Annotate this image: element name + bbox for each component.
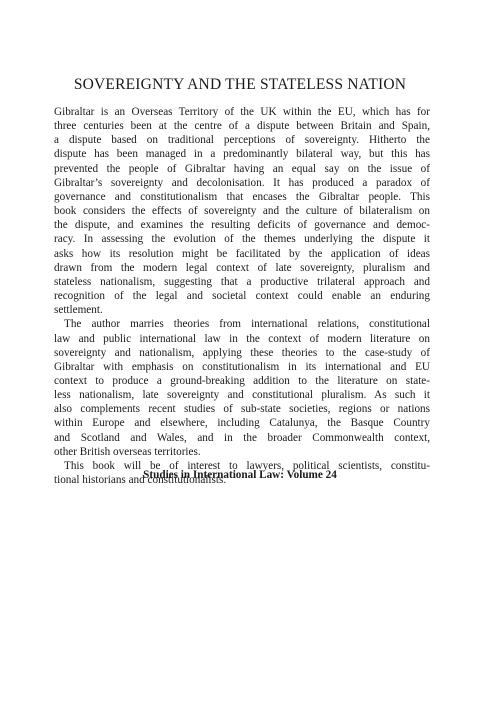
text-line: The author marries theories from international relations, constitutional: [64, 318, 430, 331]
text-line: stateless nationalism, suggesting that a productive trilateral approach and: [54, 275, 430, 288]
text-line: also complements recent studies of sub-state societies, regions or nations: [54, 403, 430, 416]
paragraph-2: [54, 317, 430, 459]
text-line: This book will be of interest to lawyers, political scientists, constitu-: [64, 459, 430, 472]
text-line: recognition of the legal and societal context could enable an enduring: [54, 290, 430, 303]
text-line: Gibraltar’s sovereignty and decolonisation. It has produced a paradox of: [54, 176, 430, 189]
text-line: tional historians and constitutionalists.: [54, 474, 227, 487]
paragraph-1: [54, 105, 430, 317]
text-line: Gibraltar is an Overseas Territory of the UK within the EU, which has for: [54, 106, 430, 118]
text-line: drawn from the modern legal context of late sovereignty, pluralism and: [54, 261, 430, 274]
text-line: racy. In assessing the evolution of the themes underlying the dispute it: [54, 233, 430, 246]
text-line: law and public international law in the context of modern literature on: [54, 332, 430, 345]
text-line: context to produce a ground-breaking addition to the literature on state-: [54, 374, 430, 387]
text-line: Gibraltar with emphasis on constitutionalism in its international and EU: [54, 360, 430, 373]
text-line: prevented the people of Gibraltar having an equal say on the issue of: [54, 162, 430, 175]
text-line: the dispute, and examines the resulting deficits of governance and democ-: [54, 219, 430, 232]
text-line: asks how its resolution might be facilitated by the application of ideas: [54, 247, 430, 260]
text-line: dispute has been managed in a predominantly bilateral way, but this has: [54, 148, 430, 161]
body-text: [54, 105, 430, 487]
text-line: other British overseas territories.: [54, 445, 201, 458]
text-line: governance and constitutionalism that encases the Gibraltar people. This: [54, 190, 430, 203]
text-line: within Europe and elsewhere, including Catalunya, the Basque Country: [54, 417, 430, 430]
text-line: and Scotland and Wales, and in the broader Commonwealth context,: [54, 431, 430, 444]
text-line: three centuries been at the centre of a dispute between Britain and Spain,: [54, 120, 430, 133]
text-line: book considers the effects of sovereignty and the culture of bilateralism on: [54, 205, 430, 218]
page-title: SOVEREIGNTY AND THE STATELESS NATION: [73, 76, 407, 93]
text-line: sovereignty and nationalism, applying these theories to the case-study of: [54, 346, 430, 359]
series-title: Studies in International Law: Volume 24: [143, 469, 337, 481]
text-line: settlement.: [54, 304, 103, 317]
text-line: less nationalism, late sovereignty and constitutional pluralism. As such it: [54, 389, 430, 402]
text-line: a dispute based on traditional perceptions of sovereignty. Hitherto the: [54, 134, 430, 147]
